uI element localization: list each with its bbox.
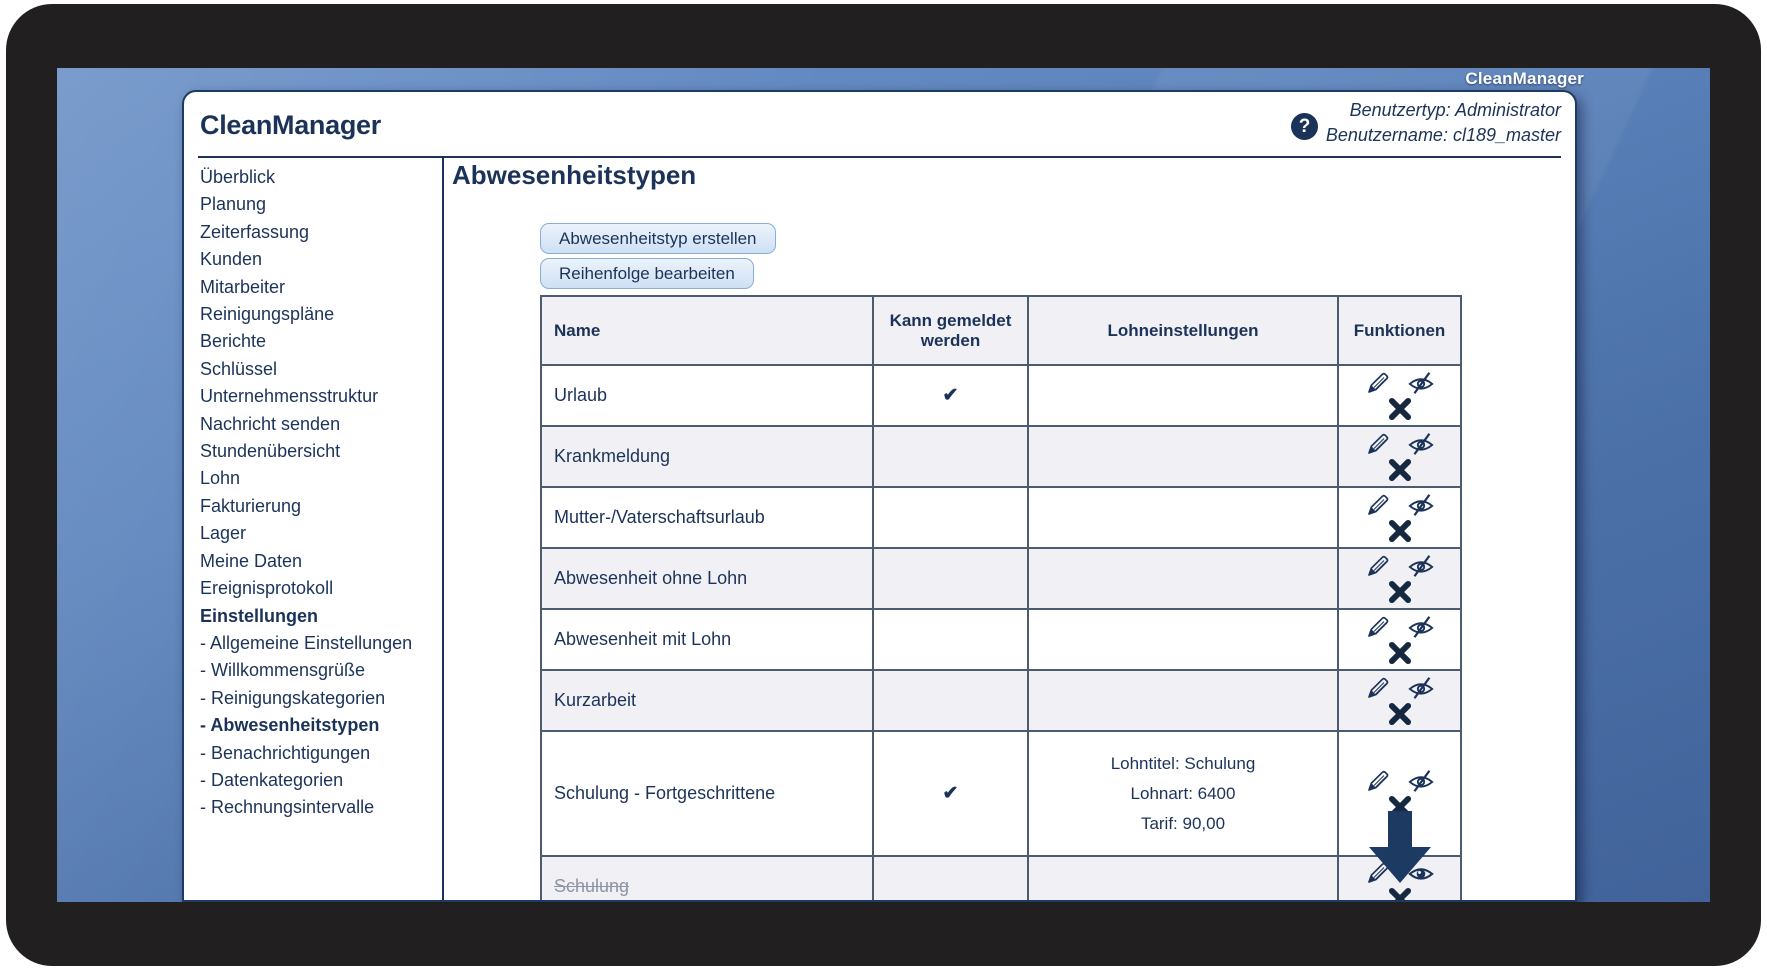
column-header-functions: Funktionen — [1338, 296, 1461, 365]
table-row — [541, 487, 1461, 548]
sidebar-item-mitarbeiter[interactable]: Mitarbeiter — [200, 276, 286, 297]
absence-name: Schulung - Fortgeschrittene — [541, 731, 873, 856]
wage-settings-cell — [1028, 487, 1338, 548]
functions-cell — [1338, 365, 1461, 426]
wage-title-line: Lohntitel: Schulung — [1110, 753, 1256, 773]
reportable-checkmark: ✔ — [873, 365, 1028, 426]
hide-icon[interactable] — [1407, 614, 1435, 640]
header-divider — [198, 156, 1561, 158]
edit-icon[interactable] — [1364, 614, 1392, 640]
sidebar-item-schluessel[interactable]: Schlüssel — [200, 358, 278, 379]
edit-icon[interactable] — [1364, 768, 1392, 794]
delete-icon[interactable] — [1386, 396, 1414, 422]
absence-name: Abwesenheit ohne Lohn — [541, 548, 873, 609]
edit-icon[interactable] — [1364, 553, 1392, 579]
sidebar-item-abwesenheitstypen[interactable]: - Abwesenheitstypen — [200, 715, 380, 736]
sidebar-nav — [200, 164, 438, 822]
table-row — [541, 609, 1461, 670]
sidebar-item-lager[interactable]: Lager — [200, 523, 247, 544]
reportable-checkmark — [873, 548, 1028, 609]
delete-icon[interactable] — [1386, 579, 1414, 605]
user-name-label: Benutzername: cl189_master — [1325, 125, 1561, 145]
reportable-checkmark — [873, 856, 1028, 902]
hide-icon[interactable] — [1407, 370, 1435, 396]
delete-icon[interactable] — [1386, 701, 1414, 727]
absence-name-strikethrough: Schulung — [541, 856, 873, 902]
hide-icon[interactable] — [1407, 492, 1435, 518]
table-header-row — [541, 296, 1461, 365]
table-row — [541, 365, 1461, 426]
table-row — [541, 670, 1461, 731]
column-header-reportable: Kann gemeldet werden — [873, 296, 1028, 365]
table-row — [541, 731, 1461, 856]
create-absence-type-button[interactable]: Abwesenheitstyp erstellen — [540, 223, 776, 254]
hide-icon[interactable] — [1407, 675, 1435, 701]
functions-cell — [1338, 548, 1461, 609]
wage-settings-cell — [1028, 609, 1338, 670]
edit-icon[interactable] — [1364, 675, 1392, 701]
absence-name: Abwesenheit mit Lohn — [541, 609, 873, 670]
sidebar-item-reinigungsplaene[interactable]: Reinigungspläne — [200, 304, 335, 325]
column-header-wage-settings: Lohneinstellungen — [1028, 296, 1338, 365]
sidebar-item-ueberblick[interactable]: Überblick — [200, 167, 276, 187]
sidebar-item-unternehmensstruktur[interactable]: Unternehmensstruktur — [200, 386, 379, 407]
sidebar-divider — [442, 158, 444, 900]
app-window — [182, 90, 1577, 902]
column-header-name: Name — [541, 296, 873, 365]
wage-settings-cell — [1028, 426, 1338, 487]
wage-settings-cell — [1028, 731, 1338, 856]
user-info — [1326, 98, 1561, 148]
hide-icon[interactable] — [1407, 768, 1435, 794]
sidebar-item-berichte[interactable]: Berichte — [200, 331, 267, 352]
functions-cell — [1338, 426, 1461, 487]
sidebar-item-datenkategorien[interactable]: - Datenkategorien — [200, 769, 344, 790]
delete-icon[interactable] — [1386, 640, 1414, 666]
absence-name: Mutter-/Vaterschaftsurlaub — [541, 487, 873, 548]
wage-settings-cell — [1028, 670, 1338, 731]
functions-cell — [1338, 487, 1461, 548]
sidebar-item-kunden[interactable]: Kunden — [200, 249, 263, 270]
desktop-background — [57, 68, 1710, 902]
sidebar-item-rechnungsintervalle[interactable]: - Rechnungsintervalle — [200, 797, 375, 818]
reportable-checkmark — [873, 670, 1028, 731]
sidebar-item-allgemeine-einstellungen[interactable]: - Allgemeine Einstellungen — [200, 632, 413, 653]
wage-rate-line: Tarif: 90,00 — [1140, 813, 1226, 833]
arrow-down-icon — [1369, 811, 1431, 883]
reportable-checkmark — [873, 426, 1028, 487]
absence-name: Krankmeldung — [541, 426, 873, 487]
hide-icon[interactable] — [1407, 553, 1435, 579]
page-title: Abwesenheitstypen — [452, 160, 697, 190]
sidebar-item-einstellungen[interactable]: Einstellungen — [200, 605, 319, 626]
hide-icon[interactable] — [1407, 431, 1435, 457]
delete-icon[interactable] — [1386, 518, 1414, 544]
wage-settings-cell — [1028, 856, 1338, 902]
edit-icon[interactable] — [1364, 431, 1392, 457]
app-logo-title: CleanManager — [200, 110, 381, 140]
os-window-title: CleanManager — [1465, 69, 1584, 88]
sidebar-item-meine-daten[interactable]: Meine Daten — [200, 550, 303, 571]
table-row — [541, 548, 1461, 609]
sidebar-item-planung[interactable]: Planung — [200, 194, 267, 215]
sidebar-item-nachricht-senden[interactable]: Nachricht senden — [200, 413, 341, 434]
help-icon[interactable]: ? — [1291, 113, 1318, 140]
wage-settings-cell — [1028, 548, 1338, 609]
table-row — [541, 426, 1461, 487]
edit-icon[interactable] — [1364, 370, 1392, 396]
sidebar-item-zeiterfassung[interactable]: Zeiterfassung — [200, 221, 310, 242]
table-row-hidden-type — [541, 856, 1461, 902]
absence-name: Urlaub — [541, 365, 873, 426]
reportable-checkmark — [873, 609, 1028, 670]
absence-types-table — [540, 295, 1462, 902]
absence-name: Kurzarbeit — [541, 670, 873, 731]
functions-cell — [1338, 670, 1461, 731]
device-bezel — [6, 4, 1761, 966]
user-type-label: Benutzertyp: Administrator — [1349, 100, 1561, 120]
wage-type-line: Lohnart: 6400 — [1130, 783, 1236, 803]
delete-icon[interactable] — [1386, 886, 1414, 902]
edit-order-button[interactable]: Reihenfolge bearbeiten — [540, 258, 754, 289]
reportable-checkmark: ✔ — [873, 731, 1028, 856]
delete-icon[interactable] — [1386, 457, 1414, 483]
functions-cell — [1338, 609, 1461, 670]
sidebar-item-reinigungskategorien[interactable]: - Reinigungskategorien — [200, 687, 386, 708]
sidebar-item-stundenuebersicht[interactable]: Stundenübersicht — [200, 441, 341, 462]
edit-icon[interactable] — [1364, 492, 1392, 518]
sidebar-item-fakturierung[interactable]: Fakturierung — [200, 495, 302, 516]
reportable-checkmark — [873, 487, 1028, 548]
sidebar-item-benachrichtigungen[interactable]: - Benachrichtigungen — [200, 742, 371, 763]
sidebar-item-lohn[interactable]: Lohn — [200, 468, 241, 489]
sidebar-item-willkommensgruesse[interactable]: - Willkommensgrüße — [200, 660, 366, 681]
sidebar-item-ereignisprotokoll[interactable]: Ereignisprotokoll — [200, 578, 334, 599]
wage-settings-cell — [1028, 365, 1338, 426]
